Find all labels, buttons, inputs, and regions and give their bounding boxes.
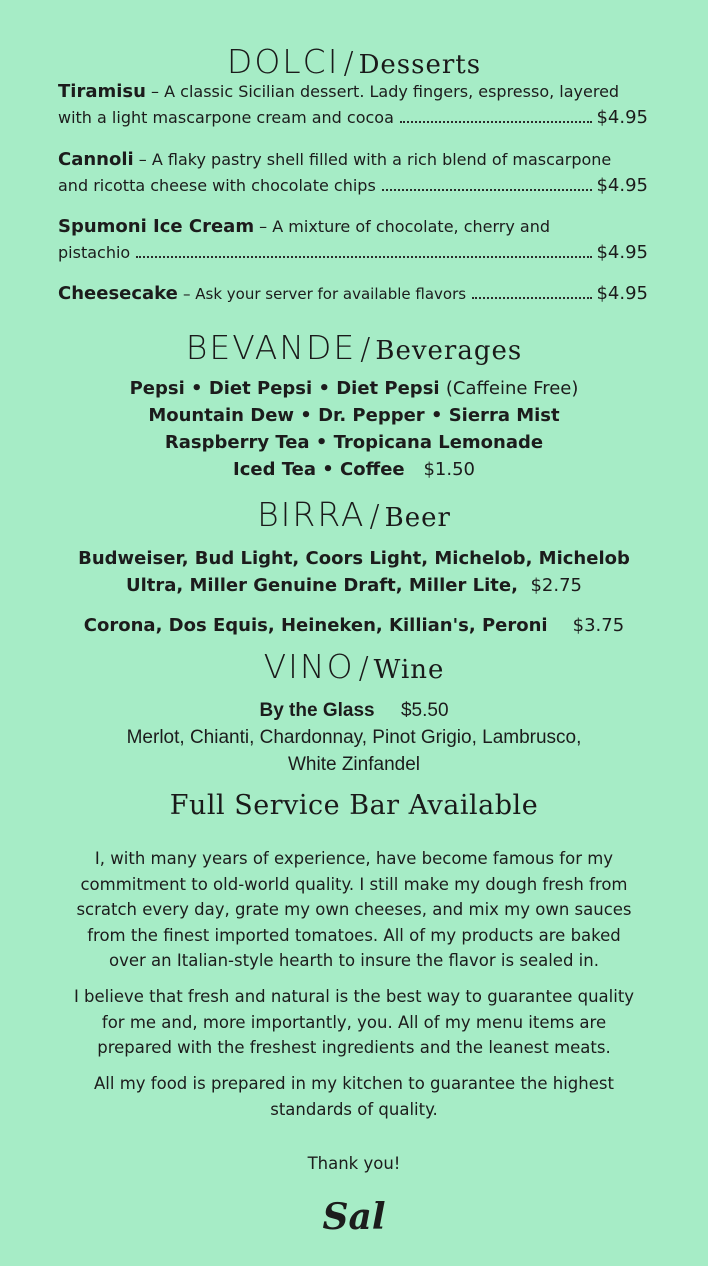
beer-price: $2.75 — [530, 575, 582, 596]
bevande-subtitle: Beverages — [375, 336, 523, 366]
beverage-line: Pepsi • Diet Pepsi • Diet Pepsi — [129, 378, 440, 399]
dessert-item-cheesecake — [58, 281, 648, 307]
beer-list-imported — [0, 612, 708, 639]
dolci-subtitle: Desserts — [358, 50, 482, 80]
leader-dots — [400, 121, 593, 123]
bevande-heading — [0, 328, 708, 367]
paragraph-line: All my food is prepared in my kitchen to guarantee the highest — [94, 1074, 614, 1093]
beer-line: Corona, Dos Equis, Heineken, Killian's, Peroni — [83, 615, 548, 636]
beverage-note: (Caffeine Free) — [445, 378, 579, 399]
dessert-item-cannoli — [58, 147, 648, 199]
item-desc: – A mixture of chocolate, cherry and — [259, 217, 551, 236]
vino-title: VINO — [263, 647, 355, 686]
birra-title: BIRRA — [257, 495, 366, 534]
item-desc: – A flaky pastry shell filled with a rich blend of mascarpone — [138, 150, 612, 169]
beer-list-domestic — [0, 545, 708, 599]
leader-dots — [472, 297, 592, 299]
item-name: Spumoni Ice Cream — [58, 216, 255, 237]
paragraph-line: scratch every day, grate my own cheeses, and mix my own sauces — [76, 900, 632, 919]
item-desc: – Ask your server for available flavors — [182, 285, 467, 303]
beer-line: Budweiser, Bud Light, Coors Light, Michelob, Michelob — [78, 548, 630, 569]
bar-heading: Full Service Bar Available — [169, 790, 539, 821]
dessert-item-tiramisu — [58, 79, 648, 131]
item-desc: – A classic Sicilian dessert. Lady fingers, espresso, layered — [151, 82, 620, 101]
wine-glass-price: $5.50 — [400, 700, 449, 721]
slash: / — [343, 46, 355, 81]
beer-price: $3.75 — [572, 615, 625, 636]
dessert-item-spumoni — [58, 214, 648, 266]
wine-glass-label: By the Glass — [259, 700, 375, 721]
dolci-title: DOLCI — [226, 42, 340, 81]
kitchen-paragraph — [50, 1071, 658, 1122]
thank-you: Thank you! — [307, 1154, 401, 1173]
item-name: Cheesecake — [58, 283, 178, 304]
item-price: $4.95 — [596, 107, 648, 128]
intro-paragraph — [50, 846, 658, 974]
item-desc: with a light mascarpone cream and cocoa — [58, 108, 394, 127]
paragraph-line: for me and, more importantly, you. All of my menu items are — [101, 1012, 607, 1032]
beverage-line: Raspberry Tea • Tropicana Lemonade — [164, 432, 544, 453]
item-name: Cannoli — [58, 149, 134, 170]
beverage-line: Mountain Dew • Dr. Pepper • Sierra Mist — [148, 405, 560, 426]
beverage-line: Iced Tea • Coffee — [233, 459, 405, 480]
item-price: $4.95 — [596, 175, 648, 196]
item-name: Tiramisu — [58, 81, 146, 102]
paragraph-line: prepared with the freshest ingredients and the leanest meats. — [97, 1038, 611, 1057]
leader-dots — [136, 256, 592, 258]
beer-line: Ultra, Miller Genuine Draft, Miller Lite, — [125, 575, 518, 596]
slash: / — [358, 651, 370, 686]
item-desc: and ricotta cheese with chocolate chips — [58, 176, 376, 195]
birra-heading — [0, 495, 708, 534]
paragraph-line: I believe that fresh and natural is the best way to guarantee quality — [73, 987, 635, 1006]
paragraph-line: from the finest imported tomatoes. All of my products are baked — [87, 925, 621, 945]
wine-list — [0, 697, 708, 778]
beverage-list — [0, 375, 708, 483]
wine-varietals: Merlot, Chianti, Chardonnay, Pinot Grigio, Lambrusco, — [126, 727, 582, 748]
slash: / — [360, 332, 372, 367]
item-desc: pistachio — [58, 243, 131, 262]
bevande-title: BEVANDE — [185, 328, 357, 367]
vino-heading — [0, 647, 708, 686]
beverage-price: $1.50 — [423, 459, 475, 480]
birra-subtitle: Beer — [384, 503, 451, 533]
slash: / — [369, 499, 381, 534]
dolci-heading — [0, 42, 708, 81]
paragraph-line: commitment to old-world quality. I still make my dough fresh from — [80, 874, 628, 894]
vino-subtitle: Wine — [373, 655, 445, 685]
leader-dots — [382, 189, 593, 191]
signature: Sal — [322, 1196, 386, 1238]
paragraph-line: I, with many years of experience, have become famous for my — [94, 849, 614, 868]
quality-paragraph — [50, 984, 658, 1061]
item-price: $4.95 — [596, 283, 648, 304]
wine-varietals: White Zinfandel — [287, 754, 420, 775]
paragraph-line: over an Italian-style hearth to insure the flavor is sealed in. — [109, 951, 599, 970]
item-price: $4.95 — [596, 242, 648, 263]
paragraph-line: standards of quality. — [270, 1099, 438, 1119]
